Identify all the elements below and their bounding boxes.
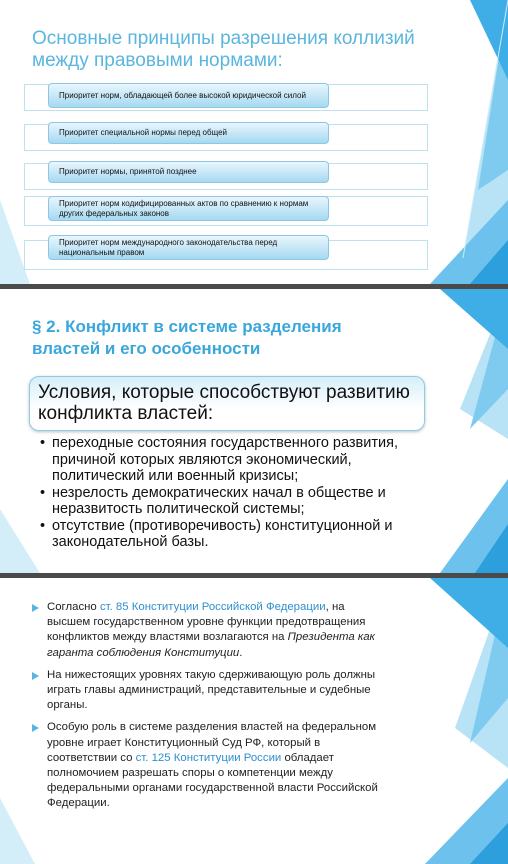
principle-item-4: Приоритет норм кодифицированных актов по сравнению к нормам других федеральных законов [48, 196, 329, 221]
slide-2 [0, 289, 508, 573]
slide-1-title: Основные принципы разрешения коллизий между правовыми нормами: [32, 28, 415, 71]
principle-item-2: Приоритет специальной нормы перед общей [48, 122, 329, 144]
paragraph-text: , на высшем государственном уровне функции предотвращения конфликтов между властями возлагаются на [47, 601, 366, 644]
triangle-bullet-icon [32, 724, 39, 732]
callout-heading: Условия, которые способствуют развитию конфликта властей: [38, 382, 410, 424]
list-item [30, 600, 390, 661]
list-item: • незрелость демократических начал в обществе и неразвитость политической системы; [38, 485, 418, 518]
paragraph-text: На нижестоящих уровнях такую сдерживающую роль должны играть главы администраций, представительные и судебные органы. [47, 668, 376, 712]
constitution-article-85-link[interactable]: ст. 85 Конституции Российской Федерации [99, 601, 326, 613]
authority-list [30, 600, 390, 819]
paragraph-text: Согласно [47, 601, 100, 613]
list-item: • отсутствие (противоречивость) конституционной и законодательной базы. [38, 518, 418, 551]
president-guarantor-text: Президента как гаранта соблюдения Конституции [47, 631, 375, 659]
list-item: • переходные состояния государственного развития, причиной которых являются экономический, политический или военный кризисы; [38, 435, 418, 485]
principle-item-3: Приоритет нормы, принятой позднее [48, 161, 329, 183]
principle-item-1: Приоритет норм, обладающей более высокой юридической силой [48, 83, 329, 108]
list-item [30, 668, 390, 714]
conditions-callout [29, 376, 425, 431]
triangle-bullet-icon [32, 672, 39, 680]
slide-3 [0, 578, 508, 864]
principle-item-5: Приоритет норм международного законодательства перед национальным правом [48, 235, 329, 260]
paragraph-text: Особую роль в системе разделения властей на федеральном уровне играет Конституционный Суд РФ, который в соответствии со [47, 721, 377, 764]
list-item [30, 720, 390, 811]
paragraph-text: обладает полномочием разрешать споры о компетенции между федеральными органами государственной власти Российской Федерации. [47, 751, 378, 810]
constitution-article-125-link[interactable]: ст. 125 Конституции России [135, 751, 282, 764]
triangle-bullet-icon [32, 604, 39, 612]
slide-1 [0, 0, 508, 284]
paragraph-text: . [239, 646, 243, 659]
slide-2-title: § 2. Конфликт в системе разделения властей и его особенности [32, 317, 342, 358]
conditions-list [38, 435, 418, 551]
